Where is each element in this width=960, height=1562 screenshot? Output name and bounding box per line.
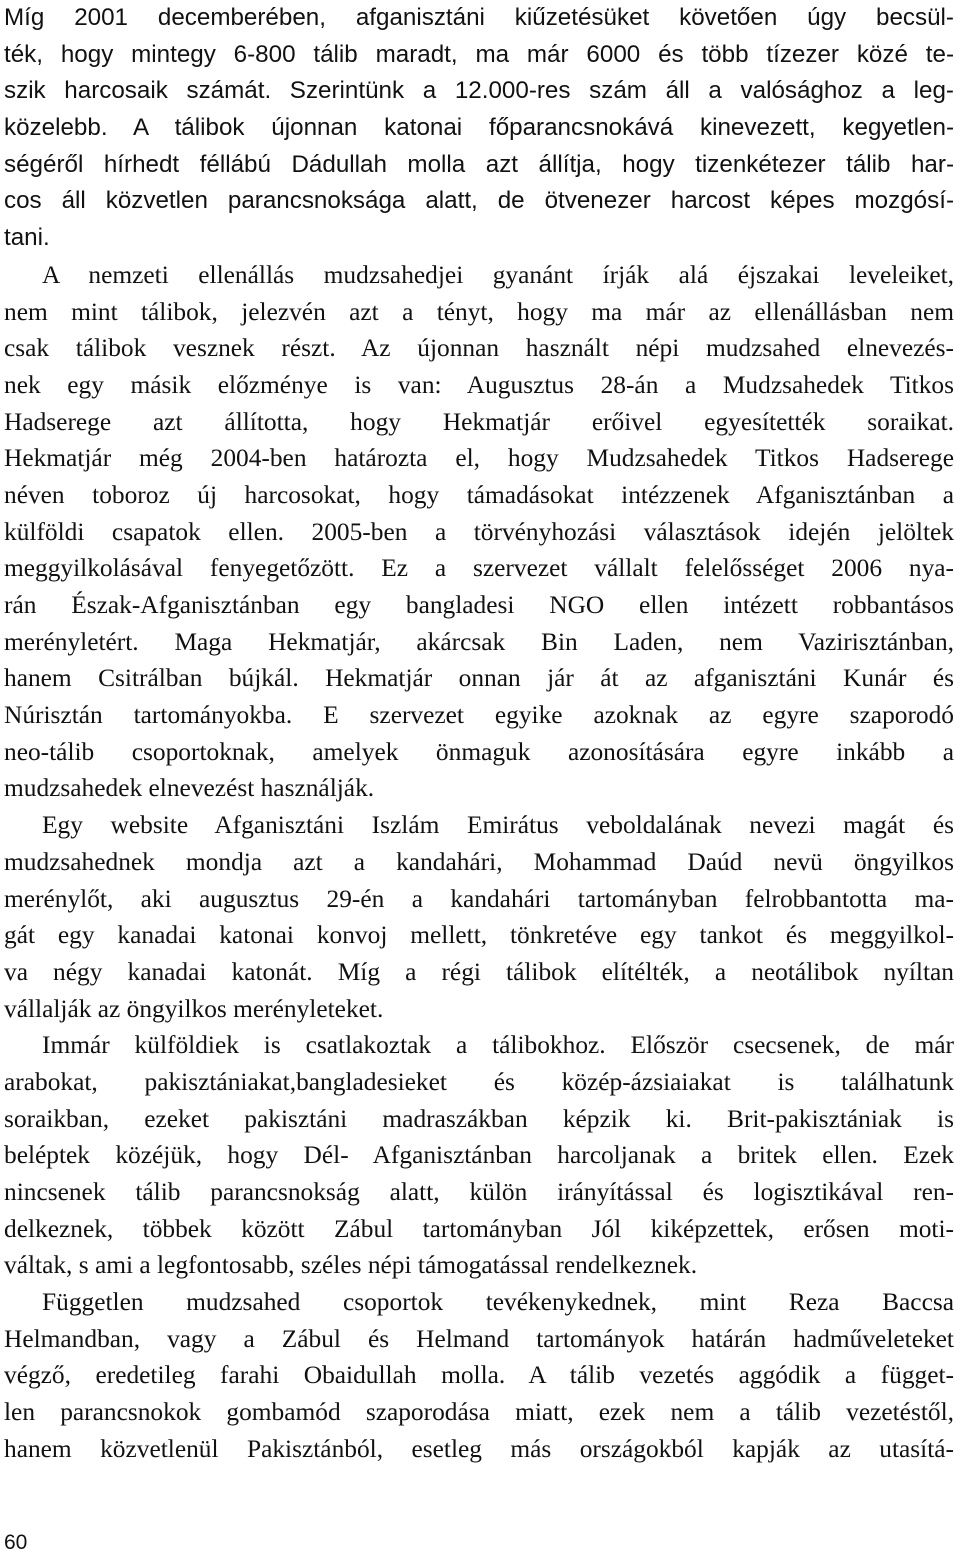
text-line: ségéről hírhedt féllábú Dádullah molla azt állítja, hogy tizenkétezer tálib har- xyxy=(4,150,954,178)
text-line: Míg 2001 decemberében, afganisztáni kiűzetésüket követően úgy becsül- xyxy=(4,4,954,31)
text-line: néven toboroz új harcosokat, hogy támadásokat intézzenek Afganisztánban a xyxy=(4,480,954,509)
text-line: Hadserege azt állította, hogy Hekmatjár erőivel egyesítették soraikat. xyxy=(4,407,954,436)
text-line: váltak, s ami a legfontosabb, széles népi támogatással rendelkeznek. xyxy=(4,1251,698,1280)
text-line: Immár külföldiek is csatlakoztak a tálibokhoz. Először csecsenek, de már xyxy=(42,1031,954,1060)
body-text xyxy=(4,0,954,1468)
text-line: merényletért. Maga Hekmatjár, akárcsak Bin Laden, nem Vazirisztánban, xyxy=(4,627,954,656)
text-line: beléptek közéjük, hogy Dél- Afganisztánban harcoljanak a britek ellen. Ezek xyxy=(4,1141,954,1170)
text-line: vállalják az öngyilkos merényleteket. xyxy=(4,994,384,1023)
text-line: végző, eredetileg farahi Obaidullah molla. A tálib vezetés aggódik a függet- xyxy=(4,1361,954,1390)
page-number: 60 xyxy=(4,1531,28,1554)
text-line: delkeznek, többek között Zábul tartományban Jól kiképzettek, erősen moti- xyxy=(4,1214,954,1243)
text-line: arabokat, pakisztániakat,bangladesieket és közép-ázsiaiakat is találhatunk xyxy=(4,1067,954,1096)
text-line: Hekmatjár még 2004-ben határozta el, hogy Mudzsahedek Titkos Hadserege xyxy=(4,444,954,473)
text-line: meggyilkolásával fenyegetőzött. Ez a szervezet vállalt felelősséget 2006 nya- xyxy=(4,554,954,583)
text-line: mudzsahednek mondja azt a kandahári, Mohammad Daúd nevü öngyilkos xyxy=(4,847,954,876)
text-line: nek egy másik előzménye is van: Augusztus 28-án a Mudzsahedek Titkos xyxy=(4,370,954,399)
text-line: rán Észak-Afganisztánban egy bangladesi NGO ellen intézett robbantásos xyxy=(4,591,954,619)
text-line: va négy kanadai katonát. Míg a régi tálibok elítélték, a neotálibok nyíltan xyxy=(4,957,954,986)
text-line: cos áll közvetlen parancsnoksága alatt, de ötvenezer harcost képes mozgósí- xyxy=(4,187,954,215)
text-line: szik harcosaik számát. Szerintünk a 12.000-res szám áll a valósághoz a leg- xyxy=(4,77,954,105)
text-line: len parancsnokok gombamód szaporodása miatt, ezek nem a tálib vezetéstől, xyxy=(4,1398,954,1427)
text-line: mudzsahedek elnevezést használják. xyxy=(4,774,375,803)
text-line: hanem Csitrálban bújkál. Hekmatjár onnan jár át az afganisztáni Kunár és xyxy=(4,664,954,693)
text-line: gát egy kanadai katonai konvoj mellett, tönkretéve egy tankot és meggyilkol- xyxy=(4,921,954,950)
text-line: nincsenek tálib parancsnokság alatt, külön irányítással és logisztikával ren- xyxy=(4,1178,954,1206)
document-page xyxy=(4,0,954,1562)
text-line: Núrisztán tartományokba. E szervezet egyike azoknak az egyre szaporodó xyxy=(4,701,954,730)
text-line: neo-tálib csoportoknak, amelyek önmaguk azonosítására egyre inkább a xyxy=(4,737,954,766)
text-line: hanem közvetlenül Pakisztánból, esetleg más országokból kapják az utasítá- xyxy=(4,1434,954,1463)
text-line: nem mint tálibok, jelezvén azt a tényt, hogy ma már az ellenállásban nem xyxy=(4,297,954,326)
text-line: Helmandban, vagy a Zábul és Helmand tartományok határán hadműveleteket xyxy=(4,1324,954,1353)
text-line: A nemzeti ellenállás mudzsahedjei gyanánt írják alá éjszakai leveleiket, xyxy=(42,260,954,289)
text-line: ték, hogy mintegy 6-800 tálib maradt, ma már 6000 és több tízezer közé te- xyxy=(4,40,954,68)
text-line: közelebb. A tálibok újonnan katonai főparancsnokává kinevezett, kegyetlen- xyxy=(4,114,954,142)
text-line: csak tálibok vesznek részt. Az újonnan használt népi mudzsahed elnevezés- xyxy=(4,334,954,363)
text-line: soraikban, ezeket pakisztáni madraszákban képzik ki. Brit-pakisztániak is xyxy=(4,1104,954,1133)
text-line: merénylőt, aki augusztus 29-én a kandahári tartományban felrobbantotta ma- xyxy=(4,884,954,913)
text-line: Egy website Afganisztáni Iszlám Emirátus veboldalának nevezi magát és xyxy=(42,811,954,840)
text-line: Független mudzsahed csoportok tevékenykednek, mint Reza Baccsa xyxy=(42,1288,954,1317)
text-line: tani. xyxy=(4,224,50,252)
text-line: külföldi csapatok ellen. 2005-ben a törvényhozási választások idején jelöltek xyxy=(4,517,954,546)
